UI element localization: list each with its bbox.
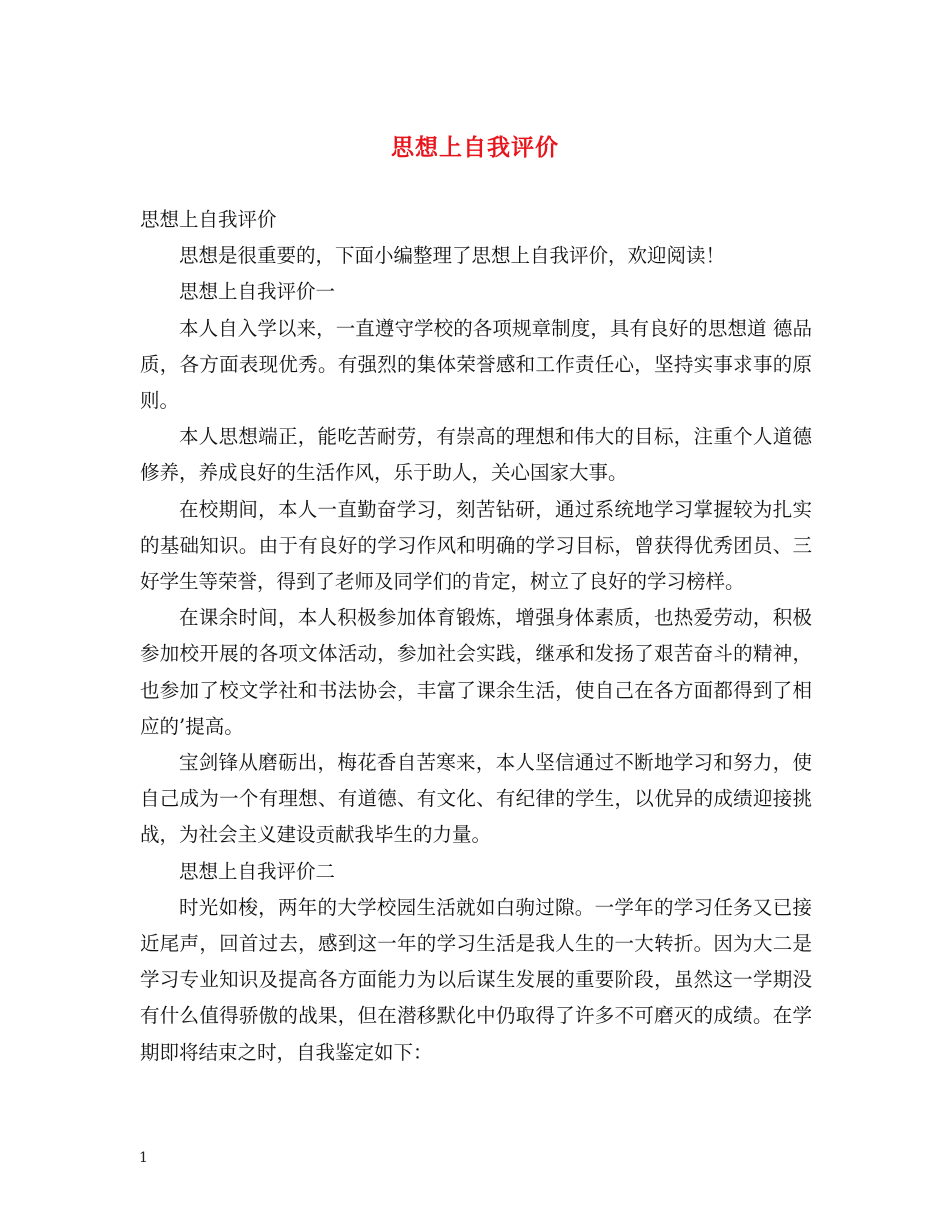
body-paragraph: 本人自入学以来，一直遵守学校的各项规章制度，具有良好的思想道 德品质，各方面表现优秀。有强烈的集体荣誉感和工作责任心，坚持实事求事的原则。 bbox=[140, 316, 812, 413]
page-number: 1 bbox=[139, 1150, 148, 1166]
body-paragraph: 本人思想端正，能吃苦耐劳，有崇高的理想和伟大的目标，注重个人道德修养，养成良好的生活作风，乐于助人，关心国家大事。 bbox=[140, 425, 812, 485]
body-paragraph: 在校期间，本人一直勤奋学习，刻苦钻研，通过系统地学习掌握较为扎实的基础知识。由于有良好的学习作风和明确的学习目标，曾获得优秀团员、三好学生等荣誉，得到了老师及同学们的肯定，树立了良好的学习榜样。 bbox=[140, 497, 812, 594]
document-title: 思想上自我评价 bbox=[391, 134, 559, 161]
intro-paragraph: 思想是很重要的，下面小编整理了思想上自我评价，欢迎阅读！ bbox=[179, 244, 726, 268]
document-subtitle: 思想上自我评价 bbox=[140, 208, 277, 231]
body-paragraph: 在课余时间，本人积极参加体育锻炼，增强身体素质，也热爱劳动，积极参加校开展的各项文体活动，参加社会实践，继承和发扬了艰苦奋斗的精神，也参加了校文学社和书法协会，丰富了课余生活，使自己在各方面都得到了相应的’提高。 bbox=[140, 606, 812, 738]
document-body bbox=[140, 202, 812, 1071]
section-heading-one: 思想上自我评价一 bbox=[179, 280, 336, 304]
body-paragraph: 宝剑锋从磨砺出，梅花香自苦寒来，本人坚信通过不断地学习和努力，使自己成为一个有理想、有道德、有文化、有纪律的学生，以优异的成绩迎接挑战，为社会主义建设贡献我毕生的力量。 bbox=[140, 751, 812, 847]
body-paragraph: 时光如梭，两年的大学校园生活就如白驹过隙。一学年的学习任务又已接近尾声，回首过去，感到这一年的学习生活是我人生的一大转折。因为大二是学习专业知识及提高各方面能力为以后谋生发展的重要阶段，虽然这一学期没有什么值得骄傲的战果，但在潜移默化中仍取得了许多不可磨灭的成绩。在学期即将结束之时，自我鉴定如下： bbox=[140, 895, 812, 1064]
section-heading-two: 思想上自我评价二 bbox=[179, 859, 336, 883]
